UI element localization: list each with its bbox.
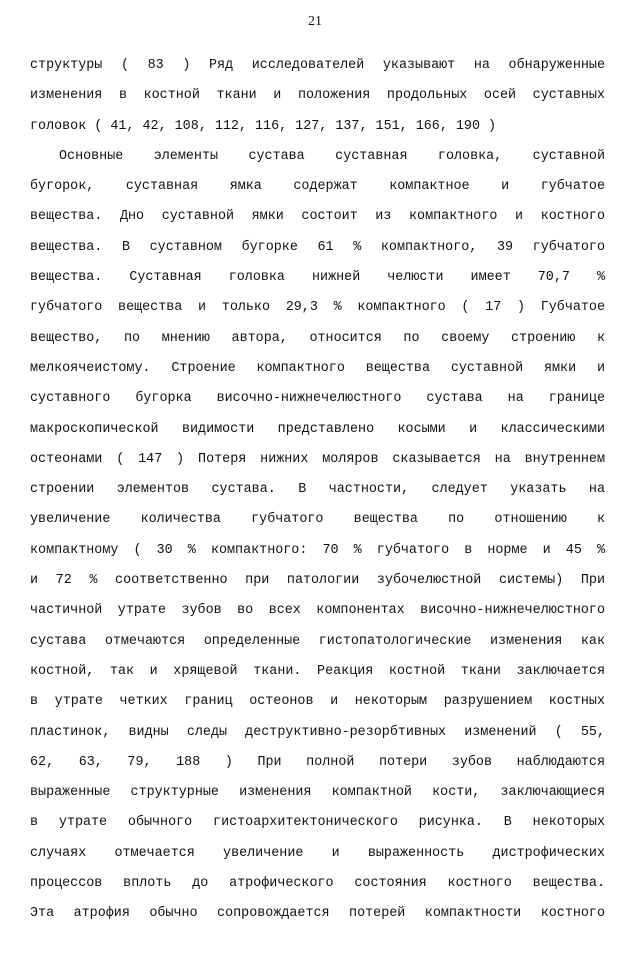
text-line: пластинок, видны следы деструктивно-резорбтивных изменений ( 55, [30,724,605,740]
text-line: головок ( 41, 42, 108, 112, 116, 127, 137, 151, 166, 190 ) [30,118,497,134]
text-line: вещество, по мнению автора, относится по своему строению к [30,330,605,346]
text-line: Эта атрофия обычно сопровождается потерей компактности костного [30,906,605,922]
text-line: губчатого вещества и только 29,3 % компактного ( 17 ) Губчатое [30,300,605,316]
text-line: случаях отмечается увеличение и выраженность дистрофических [30,845,605,861]
text-line: процессов вплоть до атрофического состояния костного вещества. [30,876,605,892]
text-line: в утрате обычного гистоархитектонического рисунка. В некоторых [30,815,605,831]
text-line: строении элементов сустава. В частности, следует указать на [30,482,605,498]
page-number: 21 [308,14,322,29]
text-line: остеонами ( 147 ) Потеря нижних моляров сказывается на внутреннем [30,451,605,467]
text-line: макроскопической видимости представлено косыми и классическими [30,421,605,437]
text-line: вещества. Дно суставной ямки состоит из компактного и костного [30,209,605,225]
text-line: вещества. Суставная головка нижней челюсти имеет 70,7 % [30,270,605,286]
text-line: вещества. В суставном бугорке 61 % компактного, 39 губчатого [30,239,605,255]
text-line: суставного бугорка височно-нижнечелюстного сустава на границе [30,391,605,407]
text-line: частичной утрате зубов во всех компонентах височно-нижнечелюстного [30,603,605,619]
text-line: в утрате четких границ остеонов и некоторым разрушением костных [30,694,605,710]
text-line: и 72 % соответственно при патологии зубочелюстной системы) При [30,573,605,589]
paragraph-start-line: Основные элементы сустава суставная головка, суставной [59,148,605,164]
text-line: бугорок, суставная ямка содержат компактное и губчатое [30,179,605,195]
text-line: выраженные структурные изменения компактной кости, заключающиеся [30,785,605,801]
text-line: компактному ( 30 % компактного: 70 % губчатого в норме и 45 % [30,542,605,558]
text-line: костной, так и хрящевой ткани. Реакция костной ткани заключается [30,663,605,679]
text-line: мелкоячеистому. Строение компактного вещества суставной ямки и [30,360,605,376]
text-line: сустава отмечаются определенные гистопатологические изменения как [30,633,605,649]
text-line: структуры ( 83 ) Ряд исследователей указывают на обнаруженные [30,58,605,73]
text-line: 62, 63, 79, 188 ) При полной потери зубов наблюдаются [30,754,605,770]
body-text [30,54,605,933]
text-line: изменения в костной ткани и положения продольных осей суставных [30,88,605,104]
text-line: увеличение количества губчатого вещества по отношению к [30,512,605,528]
